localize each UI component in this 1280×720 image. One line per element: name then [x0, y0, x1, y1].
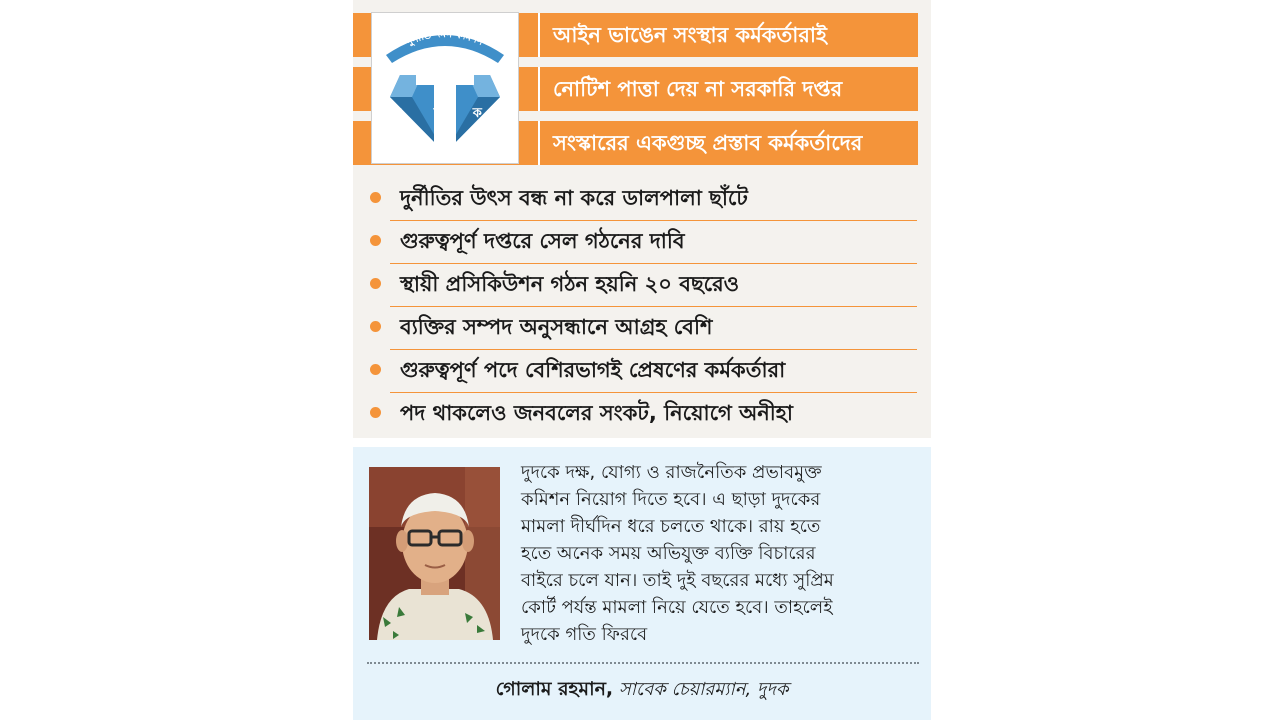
- headline-text: সংস্কারের একগুচ্ছ প্রস্তাব কর্মকর্তাদের: [553, 131, 863, 155]
- bullet-icon: [370, 364, 381, 375]
- infographic-card: [353, 0, 931, 720]
- list-item: [353, 221, 931, 264]
- bullet-icon: [370, 192, 381, 203]
- list-item: [353, 178, 931, 221]
- quote-line: বাইরে চলে যান। তাই দুই বছরের মধ্যে সুপ্রিম: [521, 570, 834, 591]
- quote-line: হতে অনেক সময় অভিযুক্ত ব্যক্তি বিচারের: [521, 543, 816, 564]
- person-photo-icon: [369, 467, 500, 640]
- quote-line: কমিশন নিয়োগ দিতে হবে। এ ছাড়া দুদকের: [521, 489, 821, 510]
- bullet-icon: [370, 407, 381, 418]
- logo-arc-text: দুর্নীতি দমন কমিশন: [405, 28, 485, 48]
- bullet-icon: [370, 235, 381, 246]
- quote-panel: [353, 447, 931, 720]
- band-divider: [538, 13, 540, 57]
- diamond-emblem-icon: [372, 13, 518, 163]
- list-item: [353, 393, 931, 436]
- bullet-icon: [370, 321, 381, 332]
- author-name: গোলাম রহমান,: [495, 678, 614, 700]
- quote-line: দুদকে গতি ফিরবে: [521, 624, 648, 645]
- author-role: সাবেক চেয়ারম্যান, দুদক: [618, 679, 789, 700]
- list-item-text: পদ থাকলেও জনবলের সংকট, নিয়োগে অনীহা: [400, 401, 793, 425]
- list-item-text: গুরুত্বপূর্ণ দপ্তরে সেল গঠনের দাবি: [400, 229, 685, 253]
- list-item: [353, 307, 931, 350]
- headline-text: নোটিশ পাত্তা দেয় না সরকারি দপ্তর: [553, 77, 843, 101]
- band-divider: [538, 121, 540, 165]
- quote-text: [521, 459, 921, 648]
- acc-logo-icon: [371, 12, 519, 164]
- list-item: [353, 264, 931, 307]
- list-item-text: স্থায়ী প্রসিকিউশন গঠন হয়নি ২০ বছরেও: [400, 272, 740, 296]
- quote-line: কোর্ট পর্যন্ত মামলা নিয়ে যেতে হবে। তাহলেই: [521, 597, 833, 618]
- list-item-text: ব্যক্তির সম্পদ অনুসন্ধানে আগ্রহ বেশি: [400, 315, 713, 339]
- attribution: [353, 675, 931, 707]
- list-item-text: গুরুত্বপূর্ণ পদে বেশিরভাগই প্রেষণের কর্মকর্তারা: [400, 358, 786, 382]
- headline-text: আইন ভাঙেন সংস্থার কর্মকর্তারাই: [553, 23, 827, 47]
- quote-line: দুদকে দক্ষ, যোগ্য ও রাজনৈতিক প্রভাবমুক্ত: [521, 462, 822, 483]
- dotted-divider: [367, 662, 919, 664]
- logo-mark-text: দু দ ক: [394, 106, 496, 121]
- band-divider: [538, 67, 540, 111]
- bullet-icon: [370, 278, 381, 289]
- portrait-photo: [369, 467, 500, 640]
- list-item: [353, 350, 931, 393]
- list-item-text: দুর্নীতির উৎস বন্ধ না করে ডালপালা ছাঁটে: [400, 186, 748, 210]
- headline-panel: [353, 0, 931, 438]
- quote-line: মামলা দীর্ঘদিন ধরে চলতে থাকে। রায় হতে: [521, 516, 821, 537]
